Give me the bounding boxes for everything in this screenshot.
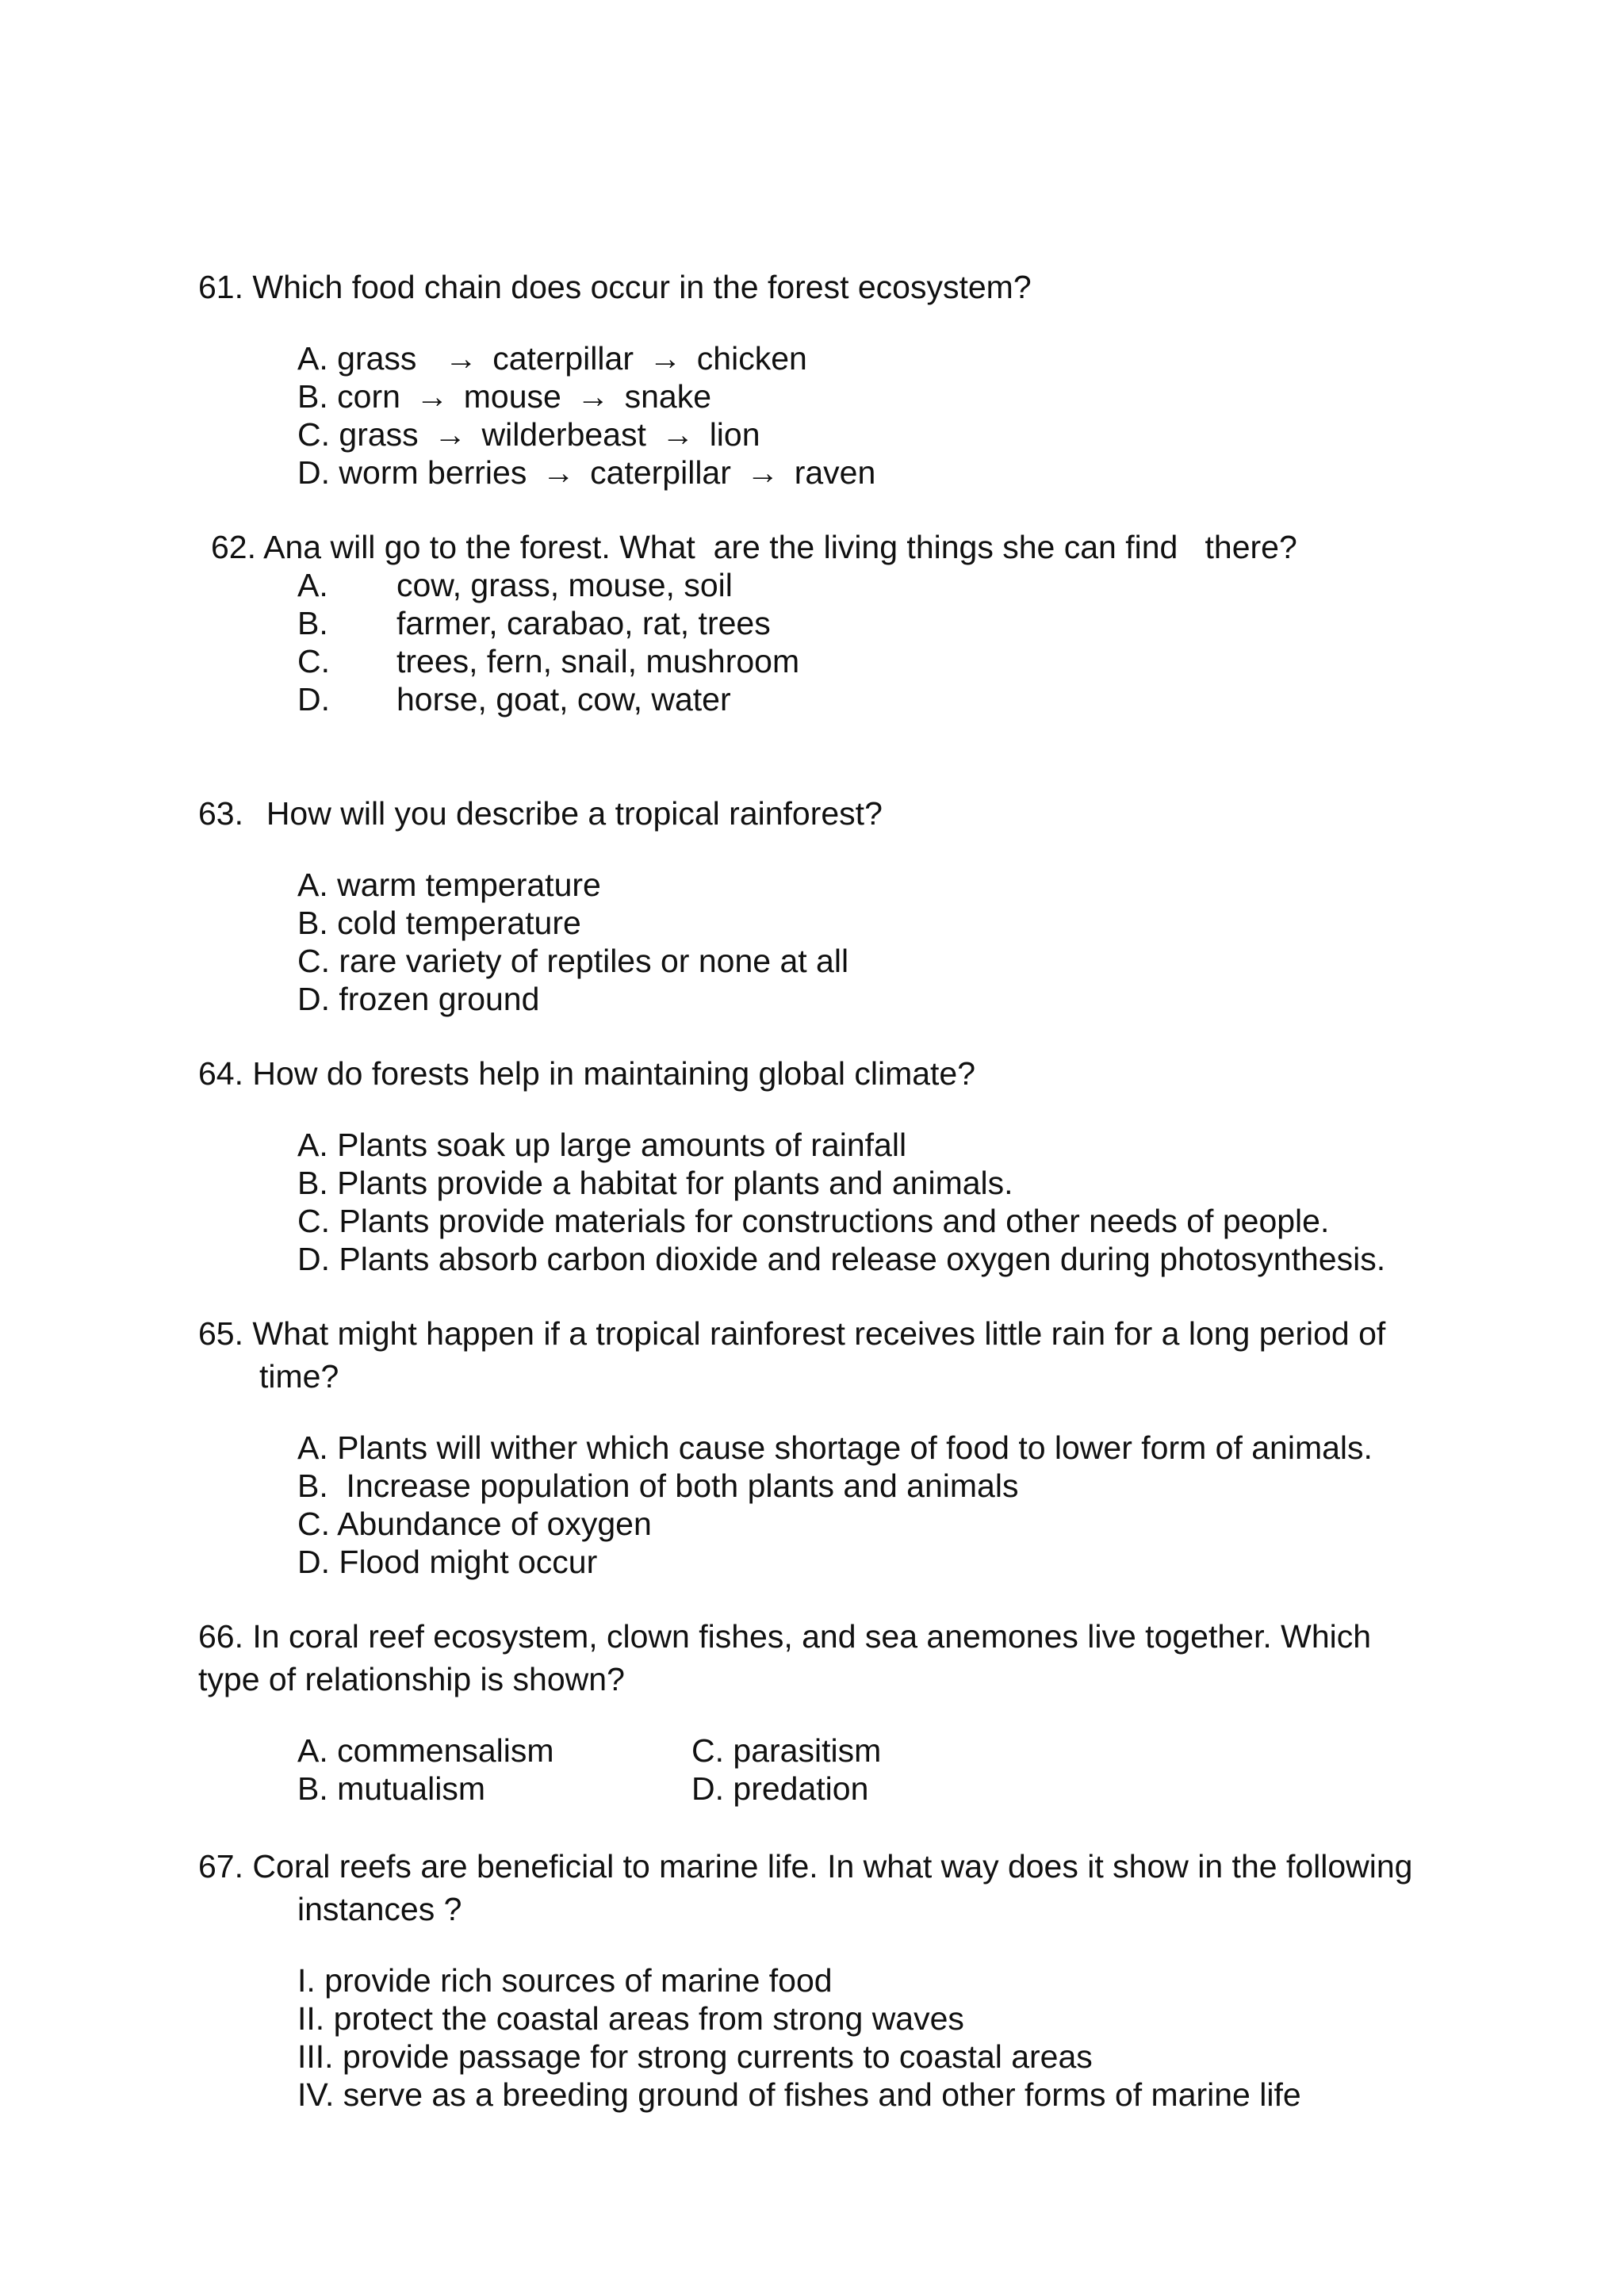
question-66-continued: [198, 1660, 625, 1698]
option-64-b: B. Plants provide a habitat for plants and animals.: [297, 1165, 1013, 1201]
question-number: 65.: [198, 1315, 243, 1352]
option-65-d: D. Flood might occur: [297, 1544, 598, 1580]
option-67-ii: II. protect the coastal areas from strong waves: [297, 2000, 964, 2037]
option-67-iii: III. provide passage for strong currents to coastal areas: [297, 2038, 1093, 2075]
option-67-iv: IV. serve as a breeding ground of fishes and other forms of marine life: [297, 2076, 1301, 2113]
question-text: Which food chain does occur in the forest ecosystem?: [252, 269, 1032, 305]
option-64-a: A. Plants soak up large amounts of rainfall: [297, 1127, 907, 1163]
option-66-a: A. commensalism: [297, 1732, 554, 1769]
question-63: [198, 794, 883, 832]
option-66-b: B. mutualism: [297, 1770, 485, 1807]
question-text-line2: type of relationship is shown?: [198, 1661, 625, 1697]
question-text: Ana will go to the forest. What are the living things she can find there?: [263, 529, 1297, 565]
option-67-i: I. provide rich sources of marine food: [297, 1962, 833, 1999]
question-text-line1: What might happen if a tropical rainforest receives little rain for a long period of: [252, 1315, 1386, 1352]
option-63-d: D. frozen ground: [297, 981, 540, 1017]
option-62-c: C. trees, fern, snail, mushroom: [297, 643, 800, 679]
arrow-right-icon: →: [434, 416, 467, 453]
question-number: 63.: [198, 795, 243, 832]
question-66: [198, 1617, 1371, 1655]
question-text-line2: time?: [259, 1358, 339, 1395]
question-67-continued: [297, 1890, 462, 1928]
option-66-c: C. parasitism: [691, 1732, 882, 1769]
question-number: 67.: [198, 1848, 243, 1885]
arrow-right-icon: →: [444, 340, 477, 377]
question-64: [198, 1054, 975, 1093]
question-text-line1: In coral reef ecosystem, clown fishes, and sea anemones live together. Which: [252, 1618, 1372, 1655]
option-63-b: B. cold temperature: [297, 905, 581, 941]
option-61-d: D. worm berries → caterpillar → raven: [297, 454, 876, 491]
arrow-right-icon: →: [746, 454, 779, 491]
option-64-c: C. Plants provide materials for constructions and other needs of people.: [297, 1203, 1330, 1239]
arrow-right-icon: →: [576, 378, 610, 415]
question-text: How do forests help in maintaining global climate?: [252, 1055, 976, 1092]
option-62-d: D. horse, goat, cow, water: [297, 681, 731, 718]
question-text-line2: instances ?: [297, 1891, 462, 1927]
arrow-right-icon: →: [416, 378, 449, 415]
option-61-b: B. corn → mouse → snake: [297, 378, 712, 415]
option-65-a: A. Plants will wither which cause shortage of food to lower form of animals.: [297, 1429, 1373, 1466]
option-65-b: B. Increase population of both plants and animals: [297, 1468, 1019, 1504]
question-number: 61.: [198, 269, 243, 305]
question-text-line1: Coral reefs are beneficial to marine life. In what way does it show in the following: [252, 1848, 1413, 1885]
question-67: [198, 1847, 1412, 1885]
option-63-c: C. rare variety of reptiles or none at all: [297, 943, 849, 979]
question-65: [198, 1314, 1385, 1353]
question-number: 66.: [198, 1618, 243, 1655]
option-61-a: A. grass → caterpillar → chicken: [297, 340, 807, 377]
question-61: [198, 268, 1032, 306]
question-number: 62.: [211, 529, 256, 565]
question-62: [211, 528, 1297, 566]
arrow-right-icon: →: [661, 416, 695, 453]
question-text: How will you describe a tropical rainforest?: [266, 795, 883, 832]
option-65-c: C. Abundance of oxygen: [297, 1506, 652, 1542]
arrow-right-icon: →: [649, 340, 682, 377]
question-65-continued: [259, 1357, 339, 1395]
option-64-d: D. Plants absorb carbon dioxide and release oxygen during photosynthesis.: [297, 1241, 1386, 1277]
option-61-c: C. grass → wilderbeast → lion: [297, 416, 760, 453]
option-66-d: D. predation: [691, 1770, 869, 1807]
option-63-a: A. warm temperature: [297, 867, 601, 903]
arrow-right-icon: →: [542, 454, 575, 491]
question-number: 64.: [198, 1055, 243, 1092]
option-62-a: A. cow, grass, mouse, soil: [297, 567, 733, 603]
option-62-b: B. farmer, carabao, rat, trees: [297, 605, 771, 641]
